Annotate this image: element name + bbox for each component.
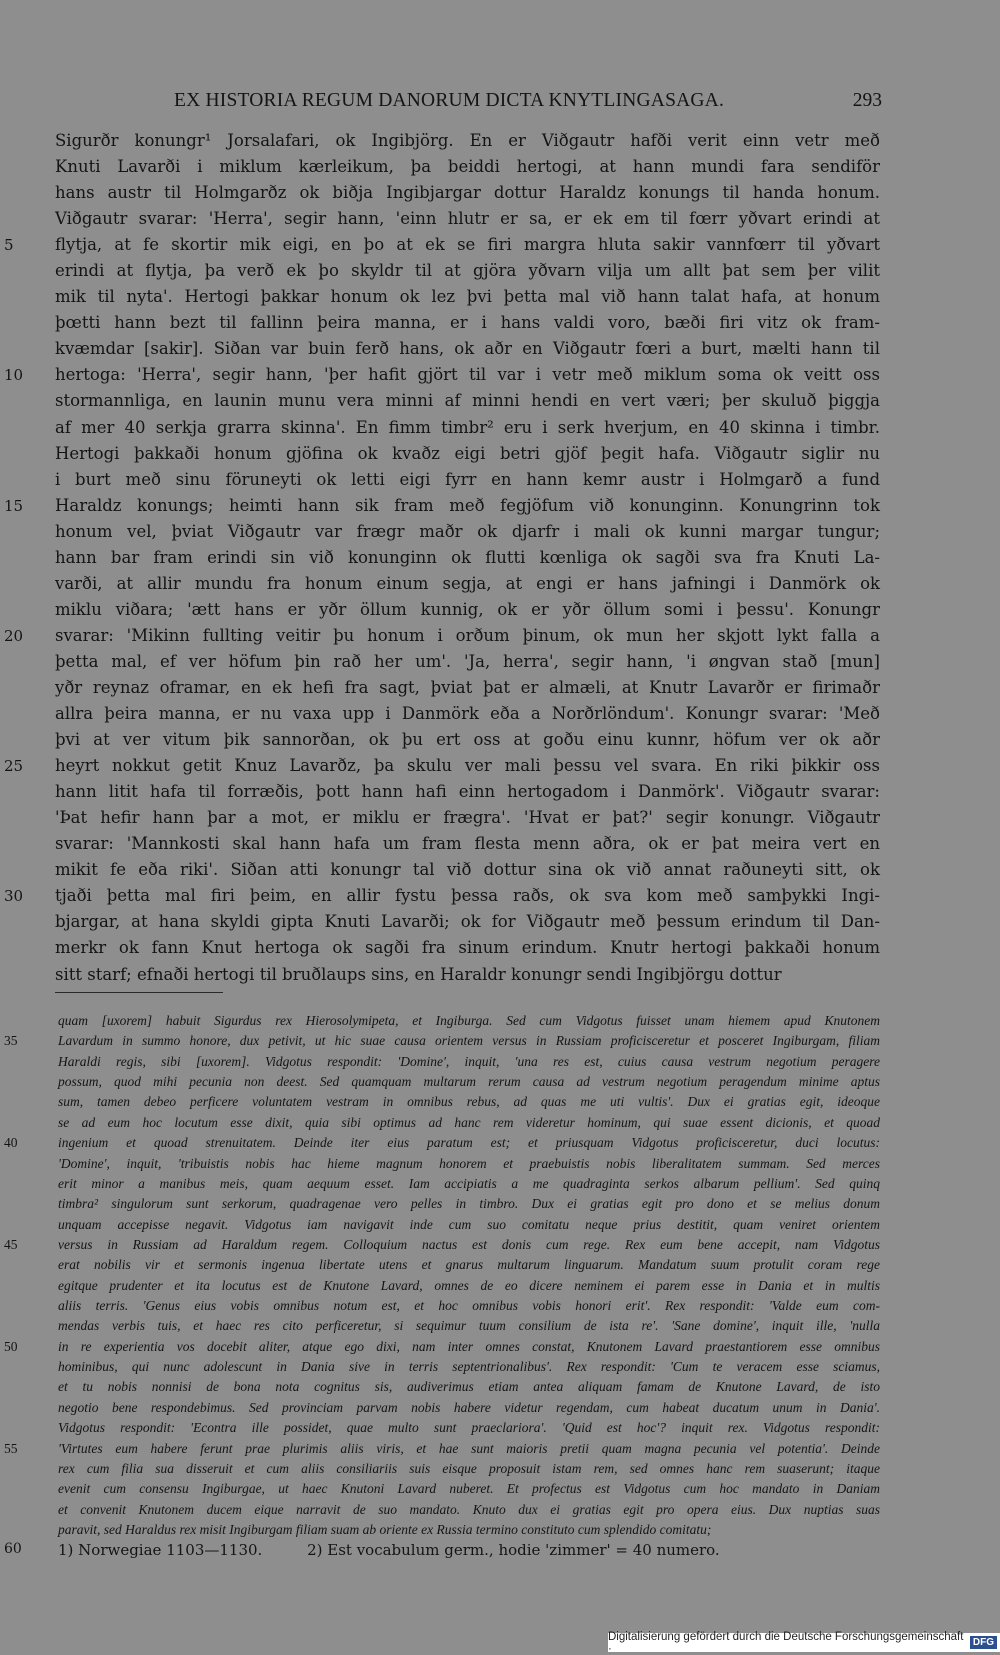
text-line [58,1072,880,1092]
text-line [55,701,880,727]
text-line [55,727,880,753]
translation-line-text: et convenit Knutonem ducem eique narravit de suo mandato. Knuto dux ei gratias egit pro opera eius. Dux nuptias suas [58,1501,880,1517]
line-number: 15 [4,496,24,515]
translation-line-text: evenit cum consensu Ingiburgae, ut haec Knutoni Lavard nuberet. Et profectus est Vidgotus cum hoc mandato in Daniam [58,1481,880,1497]
line-number: 35 [4,1033,18,1049]
translation-line-text: 'Virtutes eum habere ferunt prae plurimis aliis viris, et hae sunt maioris pretii quam magna pecunia vel potentia'. Deinde [58,1440,880,1456]
running-title: EX HISTORIA REGUM DANORUM DICTA KNYTLINGASAGA. [174,90,725,111]
line-text: svarar: 'Mannkosti skal hann hafa um fram flesta menn aðra, ok er þat meira vert en [55,834,880,854]
translation-line-text: in re experientia vos docebit aliter, atque ego dixi, nam inter omnes constat, Knutonem Lavard praestantiorem esse omnibus [58,1338,880,1354]
text-line [58,1398,880,1418]
line-text: merkr ok fann Knut hertoga ok sagði fra sinum erindum. Knutr hertogi þakkaði honum [55,938,880,958]
text-line [55,831,880,857]
text-line [4,1235,880,1255]
text-line [55,180,880,206]
line-text: kvæmdar [sakir]. Siðan var buin ferð hans, ok aðr en Viðgautr fœri a burt, mælti hann til [55,339,880,359]
text-line [55,284,880,310]
text-line [4,883,880,909]
text-line [55,779,880,805]
line-text: Viðgautr svarar: 'Herra', segir hann, 'einn hlutr er sa, er ek em til fœrr yðvart erindi at [55,209,880,229]
text-line [58,1418,880,1438]
translation-line-text: timbra² singulorum sunt serkorum, quadragenae vero pelles in timbro. Dux ei gratias egit pro dono et se melius donum [58,1196,880,1212]
text-line [4,623,880,649]
line-text: þœtti hann bezt til fallinn þeira manna, er i hans valdi voro, bæði firi vitz ok fram- [55,313,880,333]
text-line [58,1316,880,1336]
text-line [55,935,880,961]
text-line [58,1215,880,1235]
line-number: 45 [4,1236,18,1252]
text-line [55,415,880,441]
line-text: Hertogi þakkaði honum gjöfina ok kvaðz eigi betri gjöf þegit hafa. Viðgautr siglir nu [55,443,880,463]
text-line [58,1296,880,1316]
text-line [4,753,880,779]
line-number: 30 [4,887,24,906]
text-line [55,571,880,597]
line-text: heyrt nokkut getit Knuz Lavarðz, þa skulu ver mali þessu vel svara. En riki þikkir oss [55,756,880,776]
line-number: 25 [4,757,24,776]
line-text: hans austr til Holmgarðz ok biðja Ingibjargar dottur Haraldz konungs til handa honum. [55,183,880,203]
text-line [55,336,880,362]
footnote-divider [55,992,223,993]
text-line [55,805,880,831]
line-text: svarar: 'Mikinn fullting veitir þu honum i orðum þinum, ok mun her skjott lykt falla a [55,625,880,645]
line-text: hann bar fram erindi sin við konunginn ok flutti kœnliga ok sagði sva fra Knuti La- [55,547,880,567]
line-text: mik til nyta'. Hertogi þakkar honum ok lez þvi þetta mal við hann talat hafa, at honum [55,287,880,307]
translation-line-text: versus in Russiam ad Haraldum regem. Colloquium nactus est donis cum rege. Rex eum bene accepit, nam Vidgotus [58,1236,880,1252]
translation-line-text: paravit, sed Haraldus rex misit Ingiburgam filiam suam ab oriente ex Russia termino constituto cum splendido comitatu; [58,1521,712,1537]
text-line [55,857,880,883]
text-line [58,1052,880,1072]
text-line [55,962,880,988]
text-line [55,545,880,571]
translation-line-text: aliis terris. 'Genus eius vobis omnibus notum est, et hoc omnibus vobis honori erit'. Rex respondit: 'Valde eum com- [58,1298,880,1314]
text-line [58,1194,880,1214]
line-text: af mer 40 serkja grarra skinna'. En fimm timbr² eru i serk hverjum, en 40 skinna i timbr. [55,417,880,437]
line-number: 55 [4,1440,18,1456]
text-line [58,1092,880,1112]
text-line [55,310,880,336]
translation-line-text: se ad eum hoc locutum esse dixit, quia sibi optimus ad hanc rem videretur hominum, qui suae essent dicionis, et quoad [58,1114,880,1130]
text-line [58,1357,880,1377]
line-text: hann litit hafa til forræðis, þott hann hafi einn hertogadom i Danmörk'. Viðgautr svarar: [55,782,880,802]
text-line [55,519,880,545]
footnotes [4,1541,880,1563]
digitization-banner[interactable] [608,1630,1000,1655]
translation-line-text: mendas verbis tuis, et haec res cito perficeretur, si sequimur tuum consilium de ista re'. 'Sane domine', inquit ille, 'nulla [58,1318,880,1334]
translation-line-text: hominibus, qui nunc adolescunt in Dania sive in terris septentrionalibus'. Rex respondit: 'Cum te veracem esse sciamus, [58,1359,880,1375]
text-line [55,467,880,493]
page-header [60,90,882,114]
page-number: 293 [852,90,882,111]
text-line [58,1255,880,1275]
translation-line-text: rex cum filia sua disseruit et cum aliis consiliariis suis eisque proposuit istam rem, sed omnes hanc rem suaserunt; itaque [58,1460,880,1476]
line-text: yðr reynaz oframar, en ek hefi fra sagt, þviat þat er almæli, at Knutr Lavarðr er firimaðr [55,677,880,697]
saga-text [4,128,880,988]
translation-line-text: egitque prudenter et ita locutus est de Knutone Lavard, omnes de eo dicere neminem ei parem esse in Dania et in multis [58,1277,880,1293]
line-number: 5 [4,236,14,255]
text-line [4,493,880,519]
translation-line-text: erit minor a manibus meis, quam aequum esset. Iam accipiatis a me quadraginta serkos albarum pellium'. Sed quinq [58,1175,880,1191]
translation-line-text: Haraldi regis, sibi [uxorem]. Vidgotus respondit: 'Domine', inquit, 'una res est, cuius causa vestrum negotium peragere [58,1053,880,1069]
text-line [58,1459,880,1479]
translation-line-text: possum, quod mihi pecunia non deest. Sed quamquam multarum rerum causa ad vestrum negotium peragendum minime aptus [58,1074,880,1090]
line-text: varði, at allir mundu fra honum einum segja, at engi er hans jafningi i Danmörk ok [55,573,880,593]
line-text: Knuti Lavarði i miklum kærleikum, þa beiddi hertogi, at hann mundi fara sendiför [55,157,880,177]
text-line [58,1479,880,1499]
text-line [55,597,880,623]
translation-line-text: erat nobilis vir et sermonis ingenua libertate utens et gnarus multarum linguarum. Mandatum suum protulit coram rege [58,1257,880,1273]
line-number: 50 [4,1338,18,1354]
translation-line-text: negotio bene respondebimus. Sed provinciam parvam nobis habere videtur regendam, cum habeat ducatum unum in Dania'. [58,1399,880,1415]
line-text: sitt starf; efnaði hertogi til bruðlaups sins, en Haraldr konungr sendi Ingibjörgu dottur [55,964,782,984]
line-text: tjaði þetta mal firi þeim, en allir fystu þessa raðs, ok sva kom með samþykki Ingi- [55,886,880,906]
text-line [55,441,880,467]
text-line [58,1500,880,1520]
translation-line-text: et tu nobis nonnisi de bona nota cognitus sis, audiverimus etiam antea aliquam famam de Knutone Lavard, de isto [58,1379,880,1395]
translation-line-text: Vidgotus respondit: 'Econtra ille possidet, quae multo sunt praeclariora'. 'Quid est hoc'? inquit rex. Vidgotus respondit: [58,1420,880,1436]
line-text: mikit fe eða riki'. Siðan atti konungr tal við dottur sina ok við annat raðuneyti sitt, ok [55,860,880,880]
line-text: i burt með sinu föruneyti ok letti eigi fyrr en hann kemr austr i Holmgarð a fund [55,469,880,489]
text-line [55,206,880,232]
footnote-2: 2) Est vocabulum germ., hodie 'zimmer' = 40 numero. [307,1541,720,1559]
line-text: hertoga: 'Herra', segir hann, 'þer hafit gjört til var i vetr með miklum soma ok veitt oss [55,365,880,385]
dfg-logo: DFG [970,1636,997,1649]
text-line [55,154,880,180]
line-text: 'Þat hefir hann þar a mot, er miklu er frægra'. 'Hvat er þat?' segir konungr. Viðgautr [55,808,880,828]
latin-translation [4,1011,880,1540]
text-line [55,388,880,414]
text-line [55,909,880,935]
text-line [55,258,880,284]
text-line [4,1337,880,1357]
text-line [58,1377,880,1397]
line-text: allra þeira manna, er nu vaxa upp i Danmörk eða a Norðrlöndum'. Konungr svarar: 'Með [55,704,880,724]
translation-line-text: unquam accepisse negavit. Vidgotus iam navigavit inde cum suo comitatu neque prius destitit, quam veniret orientem [58,1216,880,1232]
line-text: flytja, at fe skortir mik eigi, en þo at ek se firi margra hluta sakir vannfœrr til yðvart [55,235,880,255]
line-number: 60 [4,1541,22,1557]
text-line [58,1113,880,1133]
text-line [58,1174,880,1194]
text-line [4,232,880,258]
text-line [4,362,880,388]
line-text: þvi at ver vitum þik sannorðan, ok þu ert oss at goðu einu kunnr, höfum ver ok aðr [55,730,880,750]
line-number: 20 [4,626,24,645]
translation-line-text: 'Domine', inquit, 'tribuistis nobis hac hieme magnum honorem et praebuistis nobis liberalitatem summam. Sed merces [58,1155,880,1171]
text-line [58,1011,880,1031]
line-text: þetta mal, ef ver höfum þin rað her um'. 'Ja, herra', segir hann, 'i øngvan stað [mun] [55,651,880,671]
text-line [4,1133,880,1153]
line-text: stormannliga, en launin munu vera minni af minni hendi en vert væri; þer skuluð þiggja [55,391,880,411]
text-line [4,1031,880,1051]
translation-line-text: sum, tamen debeo perficere voluntatem vestram in omnibus rebus, ad quas me uti vultis'. Dux ei gratias egit, ideoque [58,1094,880,1110]
text-line [58,1520,880,1540]
line-text: honum vel, þviat Viðgautr var frægr maðr ok djarfr i mali ok kunni margar tungur; [55,521,880,541]
line-text: erindi at flytja, þa verð ek þo skyldr til at gjöra yðvarn vilja um allt þat sem þer vilit [55,261,880,281]
text-line [58,1154,880,1174]
text-line [55,128,880,154]
line-text: Sigurðr konungr¹ Jorsalafari, ok Ingibjörg. En er Viðgautr hafði verit einn vetr með [55,131,880,150]
line-text: Haraldz konungs; heimti hann sik fram með fegjöfum við konunginn. Konungrinn tok [55,495,880,515]
line-number: 40 [4,1135,18,1151]
line-number: 10 [4,366,24,385]
text-line [55,649,880,675]
text-line [4,1439,880,1459]
translation-line-text: quam [uxorem] habuit Sigurdus rex Hierosolymipeta, et Ingiburga. Sed cum Vidgotus fuisset unam hiemem apud Knutonem [58,1013,880,1028]
line-text: miklu viðara; 'ætt hans er yðr öllum kunnig, ok er yðr öllum somi i þessu'. Konungr [55,599,880,619]
text-line [58,1276,880,1296]
translation-line-text: Lavardum in summo honore, dux petivit, ut hic suae causa orientem versus in Russiam proficisceretur et posceret Ingiburgam, filiam [58,1033,880,1049]
translation-line-text: ingenium et quoad strenuitatem. Deinde iter eius paratum est; et priusquam Vidgotus proficisceretur, duci locutus: [58,1135,880,1151]
text-line [55,675,880,701]
line-text: bjargar, at hana skyldi gipta Knuti Lavarði; ok for Viðgautr með þessum erindum til Dan- [55,912,880,932]
footnote-1: 1) Norwegiae 1103—1130. [58,1541,263,1559]
digitization-text: Digitalisierung gefördert durch die Deutsche Forschungsgemeinschaft · [608,1630,964,1655]
